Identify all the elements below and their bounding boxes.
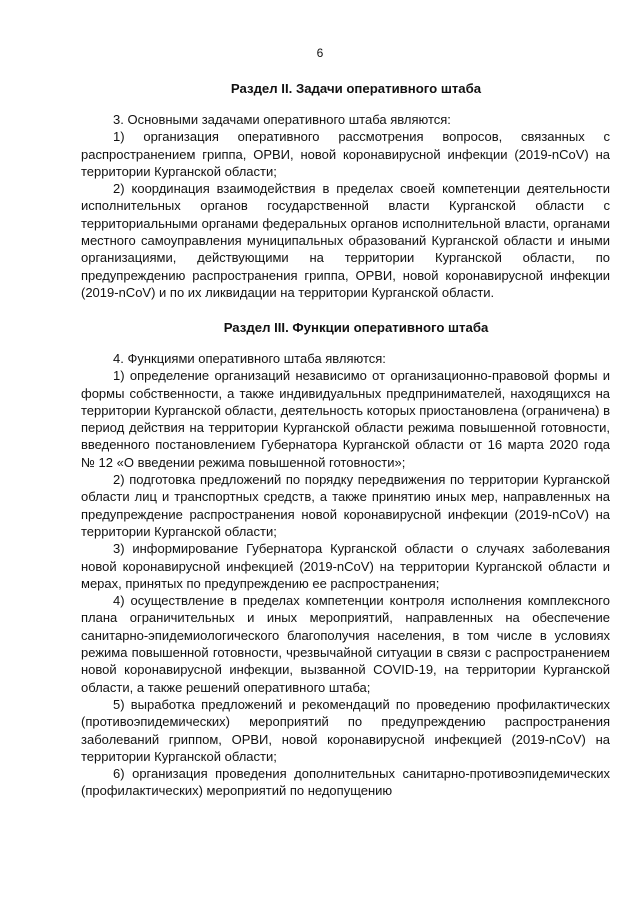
section-2-body — [81, 111, 610, 301]
paragraph: 5) выработка предложений и рекомендаций по проведению профилактических (противоэпидемических) мероприятий по предупреждению распространения заболеваний гриппом, ОРВИ, новой коронавирусной инфекцией (2019-nCoV) на территории Курганской области; — [81, 696, 610, 764]
paragraph: 3. Основными задачами оперативного штаба являются: — [113, 112, 451, 127]
page-number: 6 — [316, 46, 324, 60]
section-3-title: Раздел III. Функции оперативного штаба — [223, 320, 489, 335]
paragraph: 3) информирование Губернатора Курганской области о случаях заболевания новой коронавирусной инфекцией (2019-nCoV) на территории Курганской области и мерах, принятых по предупреждению ее распространения; — [81, 541, 610, 591]
section-2-title: Раздел II. Задачи оперативного штаба — [230, 81, 482, 96]
paragraph: 6) организация проведения дополнительных санитарно-противоэпидемических (профилактических) мероприятий по недопущению — [81, 766, 610, 799]
paragraph: 4. Функциями оперативного штаба являются: — [113, 351, 386, 366]
paragraph: 4) осуществление в пределах компетенции контроля исполнения комплексного плана ограничительных и иных мероприятий, направленных на обеспечение санитарно-эпидемиологического благополучия населения, в том числе в условиях режима повышенной готовности, чрезвычайной ситуации в связи с распространением новой коронавирусной инфекции, вызванной COVID-19, на территории Курганской области, а также решений оперативного штаба; — [81, 593, 610, 695]
paragraph: 2) координация взаимодействия в пределах своей компетенции деятельности исполнительных органов государственной власти Курганской области с территориальными органами федеральных органов исполнительной власти, органами местного самоуправления муниципальных образований Курганской области и иными организациями, действующими на территории Курганской области, по предупреждению распространения гриппа, ОРВИ, новой коронавирусной инфекции (2019-nCoV) и по их ликвидации на территории Курганской области. — [81, 181, 610, 300]
paragraph: 1) организация оперативного рассмотрения вопросов, связанных с распространением гриппа, ОРВИ, новой коронавирусной инфекции (2019-nCoV) на территории Курганской области; — [81, 129, 610, 179]
section-3-body — [81, 350, 610, 800]
paragraph: 2) подготовка предложений по порядку передвижения по территории Курганской области лиц и транспортных средств, а также принятию иных мер, направленных на предупреждение распространения новой коронавирусной инфекции (2019-nCoV) на территории Курганской области; — [81, 472, 610, 539]
paragraph: 1) определение организаций независимо от организационно-правовой формы и формы собственности, а также индивидуальных предпринимателей, находящихся на территории Курганской области, деятельность которых приостановлена (ограничена) в период действия на территории Курганской области режима повышенной готовности, введенного постановлением Губернатора Курганской области от 16 марта 2020 года № 12 «О введении режима повышенной готовности»; — [81, 368, 610, 470]
